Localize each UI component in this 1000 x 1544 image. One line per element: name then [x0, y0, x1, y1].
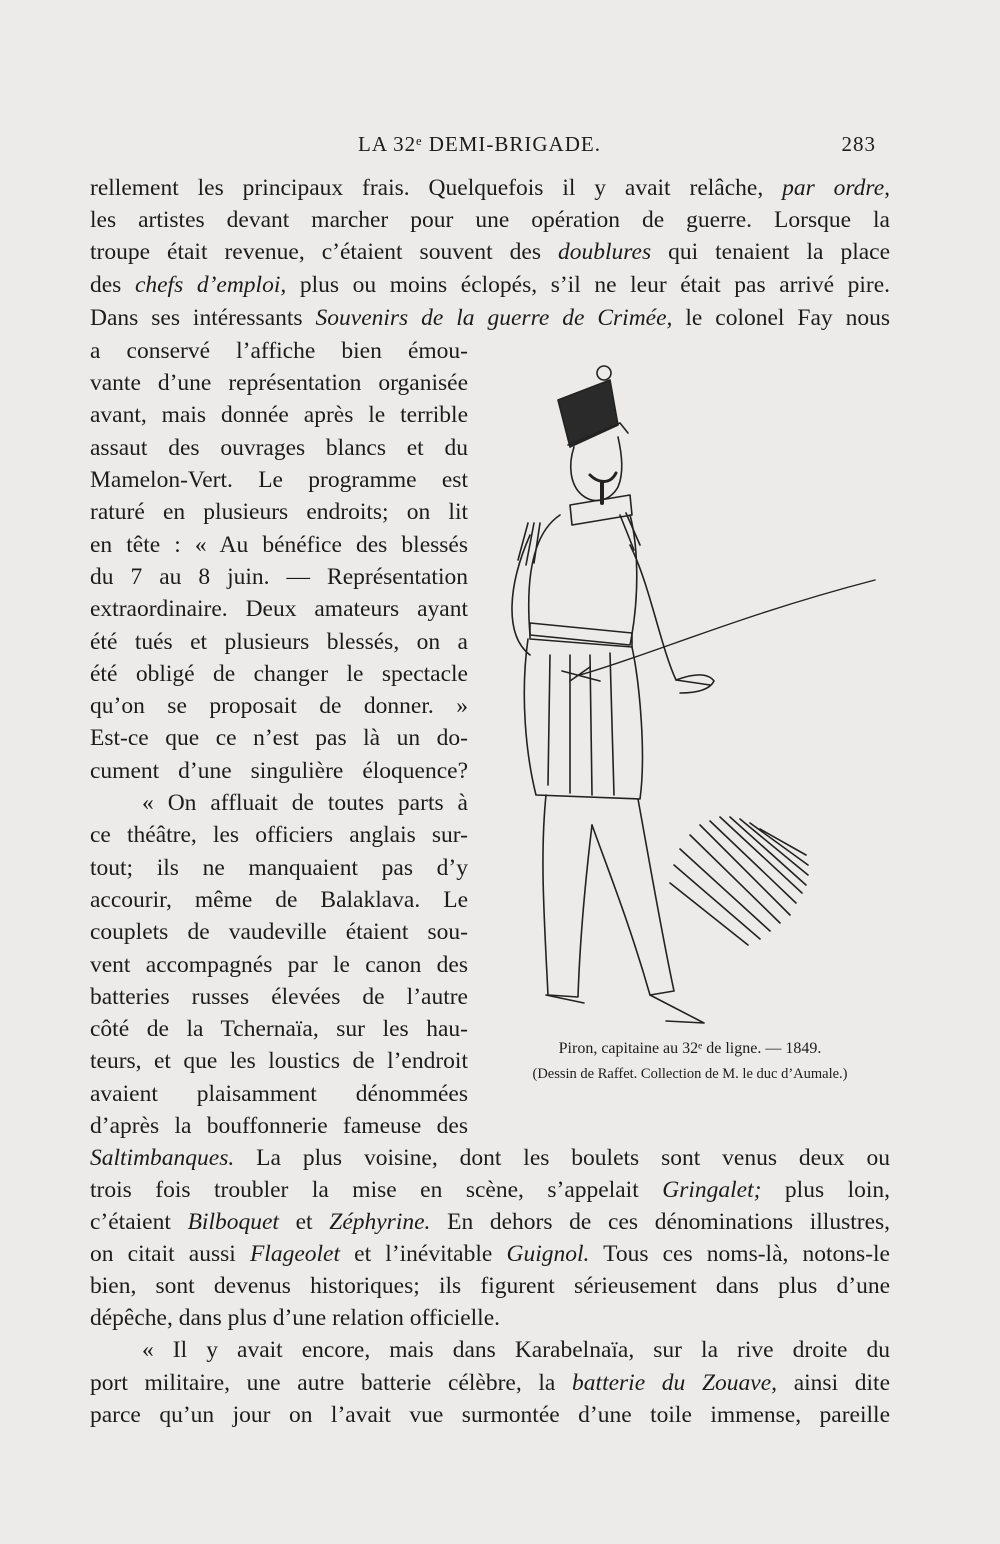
text-line: tout; ils ne manquaient pas d’y — [90, 855, 468, 881]
text-line: raturé en plusieurs endroits; on lit — [90, 499, 468, 525]
text-line: a conservé l’affiche bien émou- — [90, 338, 468, 364]
text-line: port militaire, une autre batterie célèbre, la batterie du Zouave, ainsi dite — [90, 1370, 891, 1396]
text-line: les artistes devant marcher pour une opération de guerre. Lorsque la — [90, 207, 890, 233]
running-header — [90, 132, 890, 162]
text-line: « Il y avait encore, mais dans Karabelnaïa, sur la rive droite du — [142, 1337, 890, 1363]
text-line: cument d’une singulière éloquence? — [90, 758, 468, 784]
soldier-illustration — [490, 355, 890, 1035]
text-line: avant, mais donnée après le terrible — [90, 402, 468, 428]
text-line: couplets de vaudeville étaient sou- — [90, 919, 468, 945]
text-line: rellement les principaux frais. Quelquefois il y avait relâche, par ordre, — [90, 175, 891, 201]
text-line: du 7 au 8 juin. — Représentation — [90, 564, 468, 590]
text-line: vante d’une représentation organisée — [90, 370, 468, 396]
text-line: teurs, et que les loustics de l’endroit — [90, 1048, 468, 1074]
text-line: batteries russes élevées de l’autre — [90, 984, 468, 1010]
text-line: Mamelon-Vert. Le programme est — [90, 467, 468, 493]
text-line: été tués et plusieurs blessés, on a — [90, 629, 468, 655]
text-line: en tête : « Au bénéfice des blessés — [90, 532, 468, 558]
text-line: avaient plaisamment dénommées — [90, 1081, 468, 1107]
text-line: assaut des ouvrages blancs et du — [90, 435, 468, 461]
text-line: dépêche, dans plus d’une relation officielle. — [90, 1305, 501, 1331]
text-line: parce qu’un jour on l’avait vue surmontée d’une toile immense, pareille — [90, 1402, 890, 1428]
text-line: été obligé de changer le spectacle — [90, 661, 468, 687]
figure-credit: (Dessin de Raffet. Collection de M. le duc d’Aumale.) — [532, 1066, 848, 1082]
text-line: bien, sont devenus historiques; ils figurent sérieusement dans plus d’une — [90, 1273, 890, 1299]
text-line: qu’on se proposait de donner. » — [90, 693, 468, 719]
text-line: Est-ce que ce n’est pas là un do- — [90, 725, 468, 751]
text-line: côté de la Tchernaïa, sur les hau- — [90, 1016, 468, 1042]
text-line: troupe était revenue, c’étaient souvent des doublures qui tenaient la place — [90, 239, 891, 265]
text-line: d’après la bouffonnerie fameuse des — [90, 1113, 468, 1139]
text-line: « On affluait de toutes parts à — [142, 790, 468, 816]
figure-caption: Piron, capitaine au 32ᵉ de ligne. — 1849. — [558, 1040, 822, 1057]
page-number: 283 — [841, 132, 876, 156]
text-line: ce théâtre, les officiers anglais sur- — [90, 822, 468, 848]
text-line: des chefs d’emploi, plus ou moins éclopés, s’il ne leur était pas arrivé pire. — [90, 272, 891, 298]
text-line: Saltimbanques. La plus voisine, dont les boulets sont venus deux ou — [90, 1145, 890, 1171]
text-line: extraordinaire. Deux amateurs ayant — [90, 596, 468, 622]
text-line: Dans ses intéressants Souvenirs de la guerre de Crimée, le colonel Fay nous — [90, 305, 890, 331]
text-line: trois fois troubler la mise en scène, s’appelait Gringalet; plus loin, — [90, 1177, 891, 1203]
text-line: on citait aussi Flageolet et l’inévitable Guignol. Tous ces noms-là, notons-le — [90, 1241, 890, 1267]
text-line: c’étaient Bilboquet et Zéphyrine. En dehors de ces dénominations illustres, — [90, 1209, 891, 1235]
text-line: vent accompagnés par le canon des — [90, 952, 468, 978]
text-line: accourir, même de Balaklava. Le — [90, 887, 468, 913]
running-title: LA 32ᵉ DEMI-BRIGADE. — [358, 132, 601, 156]
